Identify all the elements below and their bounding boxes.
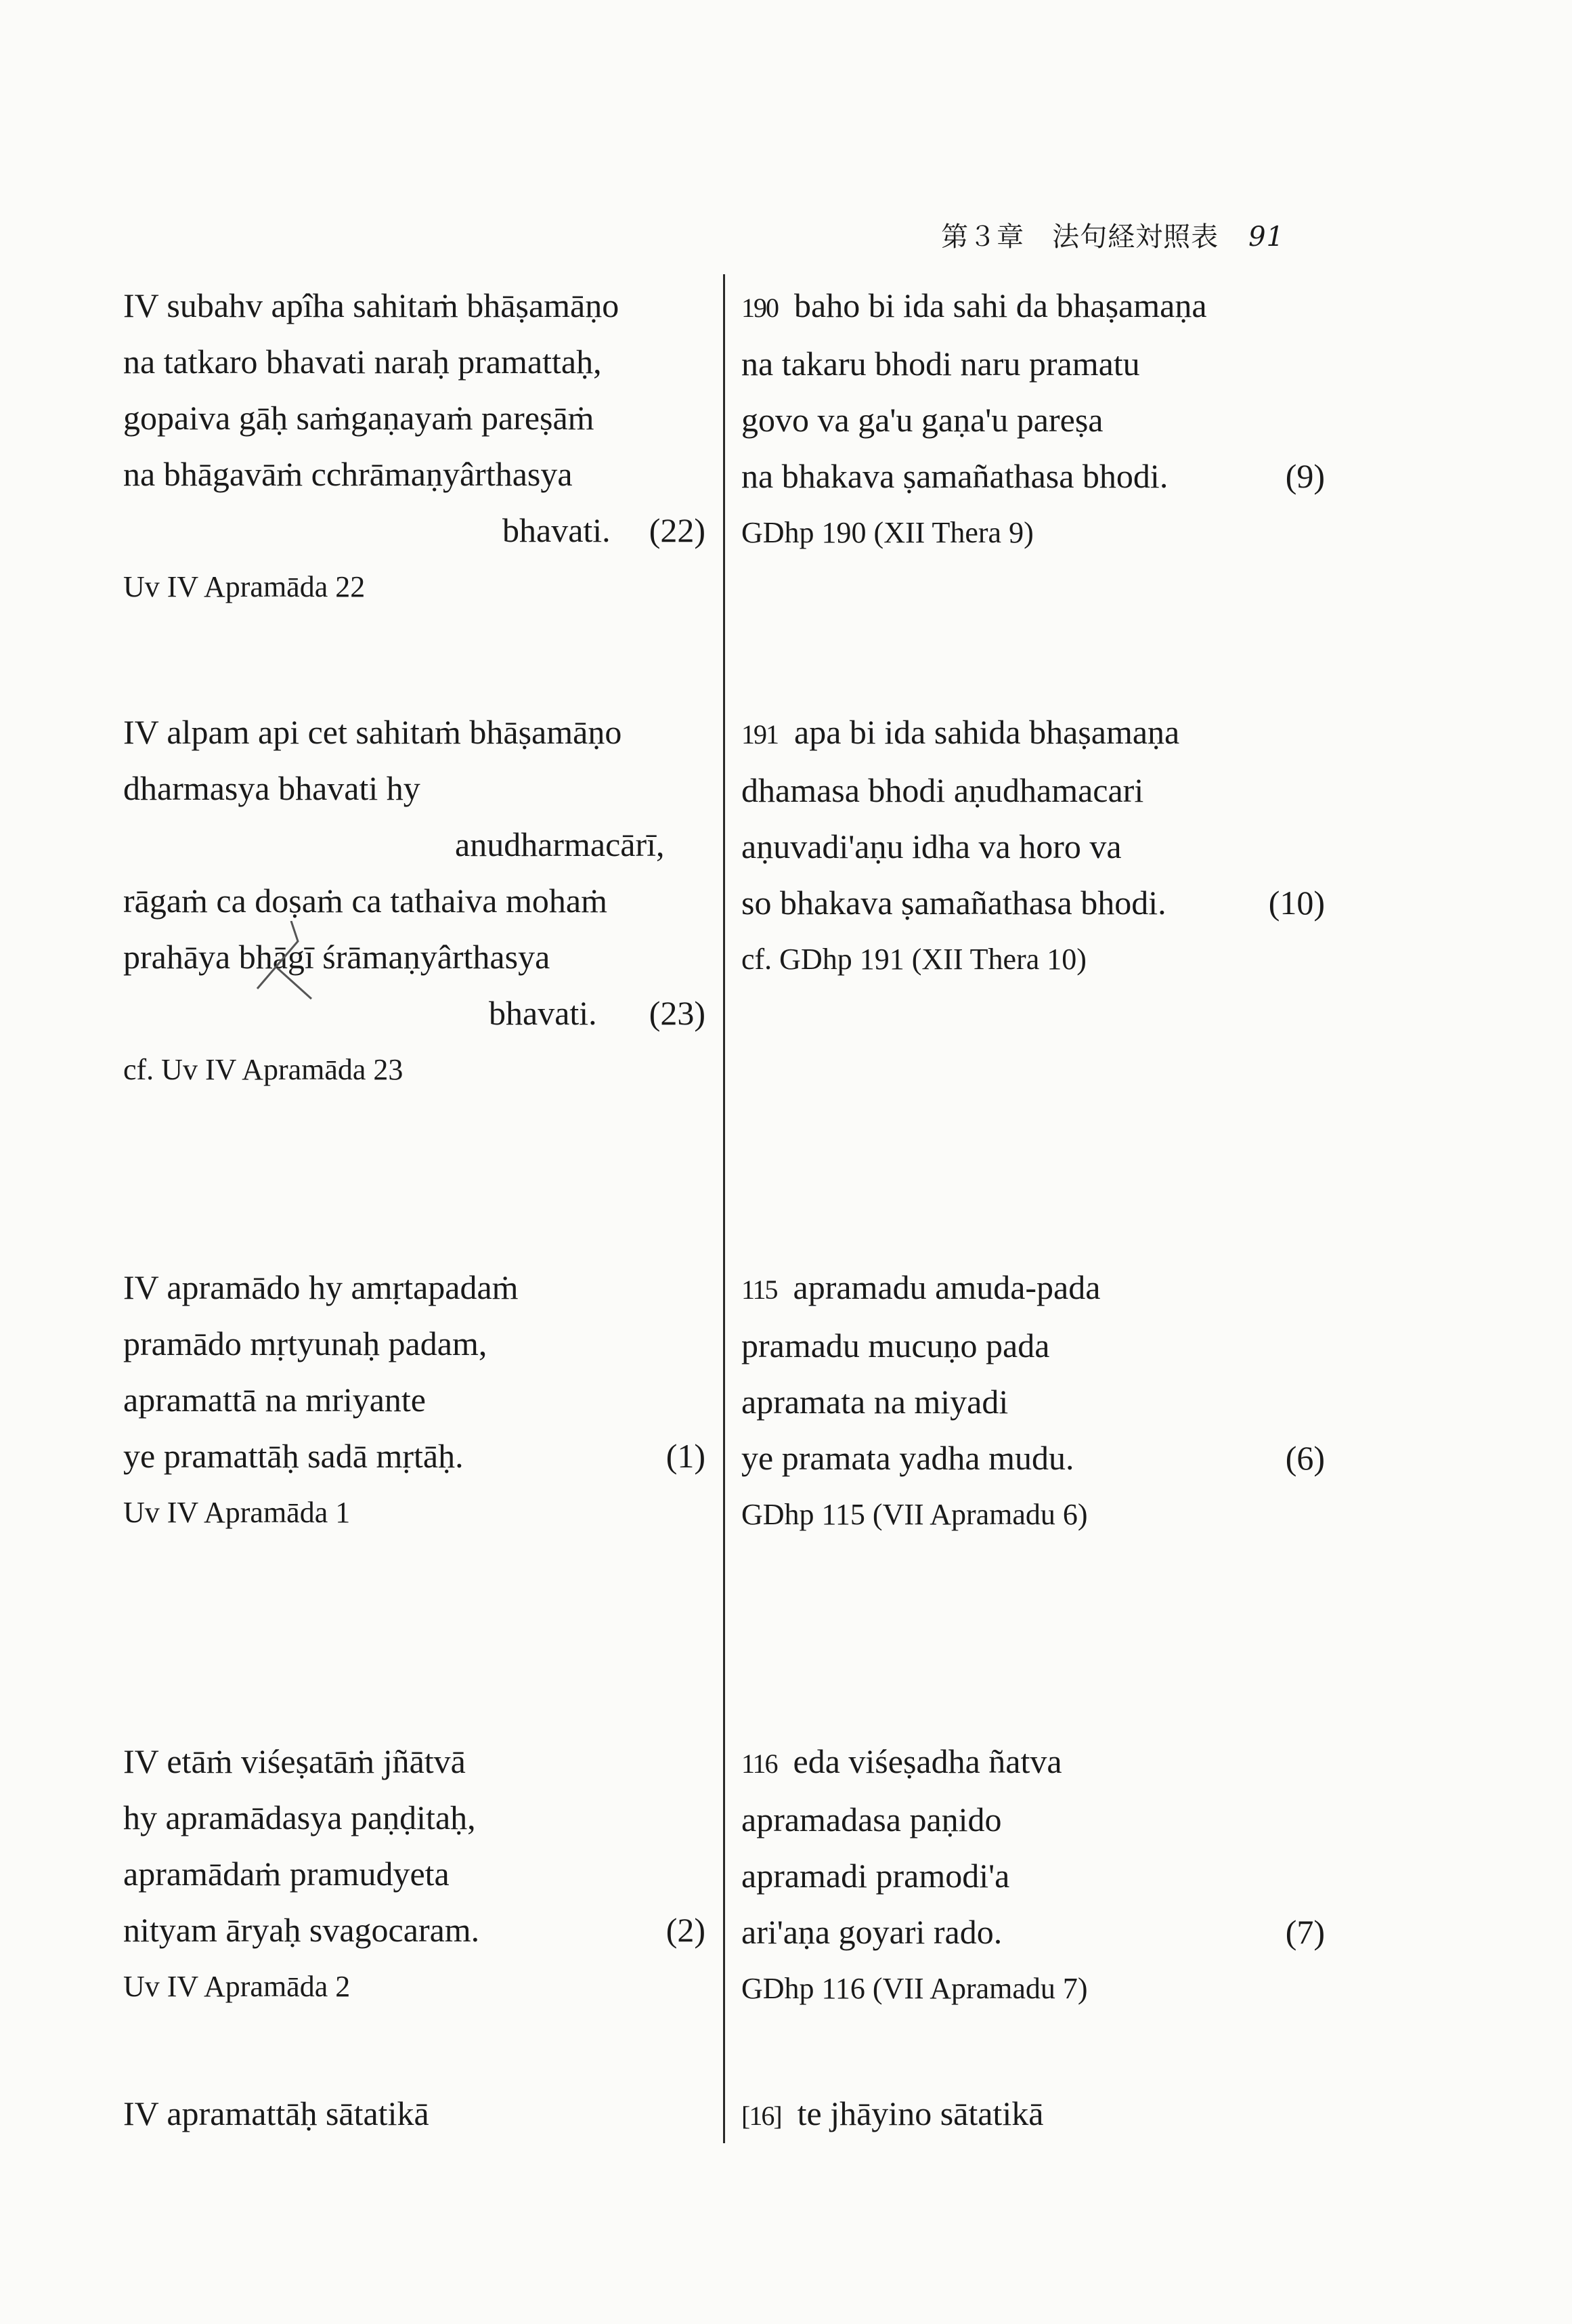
verse-line-text: na bhakava ṣamañathasa bhodi. — [741, 457, 1169, 495]
running-header — [941, 215, 1284, 254]
verse-reference: GDhp 116 (VII Apramadu 7) — [741, 1972, 1088, 2005]
verse-line-last — [741, 448, 1324, 504]
sanskrit-verse-block — [123, 704, 705, 1098]
verse-id: 115 — [741, 1274, 777, 1305]
verse-line: pramadu mucuṇo pada — [741, 1327, 1050, 1364]
verse-last-word: bhavati. — [489, 994, 597, 1032]
verse-line: IV alpam api cet sahitaṁ bhāṣamāṇo — [123, 713, 622, 751]
verse-line: na tatkaro bhavati naraḥ pramattaḥ, — [123, 343, 602, 381]
verse-line-last — [123, 1902, 705, 1958]
verse-line-text: so bhakava ṣamañathasa bhodi. — [741, 884, 1166, 922]
verse-reference: Uv IV Apramāda 1 — [123, 1496, 351, 1529]
verse-reference: cf. Uv IV Apramāda 23 — [123, 1053, 403, 1086]
sanskrit-verse-block — [123, 2086, 705, 2142]
verse-line-text: apa bi ida sahida bhaṣamaṇa — [794, 713, 1180, 751]
verse-line-last — [741, 875, 1324, 931]
verse-number: (9) — [1285, 457, 1325, 495]
page-number: 91 — [1248, 221, 1284, 253]
pen-mark-icon — [237, 921, 318, 1002]
verse-line-last — [741, 1430, 1324, 1486]
verse-id: [16] — [741, 2101, 781, 2131]
gandhari-verse-block — [741, 704, 1324, 987]
verse-line-last — [741, 1904, 1324, 1960]
verse-line: hy apramādasya paṇḍitaḥ, — [123, 1799, 476, 1836]
verse-number: (22) — [649, 511, 705, 549]
verse-line: apramādaṁ pramudyeta — [123, 1855, 450, 1893]
verse-line-last — [123, 502, 705, 559]
sanskrit-verse-block — [123, 278, 705, 615]
verse-line — [741, 2086, 1324, 2144]
verse-reference: Uv IV Apramāda 2 — [123, 1970, 351, 2003]
gandhari-verse-block — [741, 278, 1324, 561]
verse-line: na takaru bhodi naru pramatu — [741, 345, 1140, 383]
verse-line-indented: anudharmacārī, — [455, 825, 665, 863]
chapter-title: 第３章 法句経対照表 — [941, 221, 1219, 253]
sanskrit-verse-block — [123, 1260, 705, 1541]
verse-line-last — [123, 985, 705, 1041]
verse-line-text: eda viśeṣadha ñatva — [793, 1742, 1062, 1780]
verse-line-text: ye pramattāḥ sadā mṛtāḥ. — [123, 1437, 464, 1475]
verse-id: 191 — [741, 719, 778, 750]
verse-reference: cf. GDhp 191 (XII Thera 10) — [741, 943, 1087, 976]
verse-line: rāgaṁ ca doṣaṁ ca tathaiva mohaṁ — [123, 882, 607, 920]
verse-number: (7) — [1285, 1913, 1325, 1951]
gandhari-verse-block — [741, 1734, 1324, 2017]
verse-line-text: ye pramata yadha mudu. — [741, 1439, 1074, 1477]
verse-reference: Uv IV Apramāda 22 — [123, 570, 366, 603]
verse-line: na bhāgavāṁ cchrāmaṇyârthasya — [123, 455, 573, 493]
verse-line: pramādo mṛtyunaḥ padam, — [123, 1325, 487, 1362]
verse-line-text: te jhāyino sātatikā — [797, 2094, 1044, 2132]
verse-reference: GDhp 190 (XII Thera 9) — [741, 516, 1034, 549]
column-divider — [723, 274, 725, 2143]
verse-line: IV apramādo hy amṛtapadaṁ — [123, 1268, 519, 1306]
verse-line: IV etāṁ viśeṣatāṁ jñātvā — [123, 1742, 466, 1780]
verse-number: (23) — [649, 994, 705, 1032]
verse-number: (2) — [665, 1911, 705, 1949]
verse-line: apramadasa paṇido — [741, 1801, 1002, 1838]
verse-line: IV subahv apîha sahitaṁ bhāṣamāṇo — [123, 286, 619, 324]
verse-number: (1) — [665, 1437, 705, 1475]
verse-line: aṇuvadi'aṇu idha va horo va — [741, 827, 1122, 865]
sanskrit-verse-block — [123, 1734, 705, 2015]
verse-line — [741, 1260, 1324, 1318]
verse-line-last — [123, 1428, 705, 1484]
verse-last-word: bhavati. — [502, 511, 611, 549]
verse-line: apramata na miyadi — [741, 1383, 1009, 1421]
verse-line: dhamasa bhodi aṇudhamacari — [741, 771, 1144, 809]
verse-line-text: ari'aṇa goyari rado. — [741, 1913, 1003, 1951]
verse-line: prahāya bhāgī śrāmaṇyârthasya — [123, 938, 550, 976]
verse-line: apramattā na mriyante — [123, 1381, 426, 1419]
verse-line-text: apramadu amuda-pada — [793, 1268, 1101, 1306]
verse-reference: GDhp 115 (VII Apramadu 6) — [741, 1498, 1088, 1531]
verse-line — [741, 278, 1324, 336]
verse-line: dharmasya bhavati hy — [123, 769, 420, 807]
verse-line: gopaiva gāḥ saṁgaṇayaṁ pareṣāṁ — [123, 399, 594, 437]
verse-line: IV apramattāḥ sātatikā — [123, 2094, 429, 2132]
verse-number: (6) — [1285, 1439, 1325, 1477]
verse-line: govo va ga'u gaṇa'u pareṣa — [741, 401, 1104, 439]
verse-id: 116 — [741, 1748, 777, 1779]
gandhari-verse-block — [741, 1260, 1324, 1543]
verse-id: 190 — [741, 293, 778, 323]
verse-number: (10) — [1268, 884, 1325, 922]
verse-line — [741, 704, 1324, 762]
verse-line-text: nityam āryaḥ svagocaram. — [123, 1911, 480, 1949]
verse-line: apramadi pramodi'a — [741, 1857, 1010, 1895]
verse-line — [741, 1734, 1324, 1792]
gandhari-verse-block — [741, 2086, 1324, 2144]
verse-line-text: baho bi ida sahi da bhaṣamaṇa — [794, 286, 1207, 324]
